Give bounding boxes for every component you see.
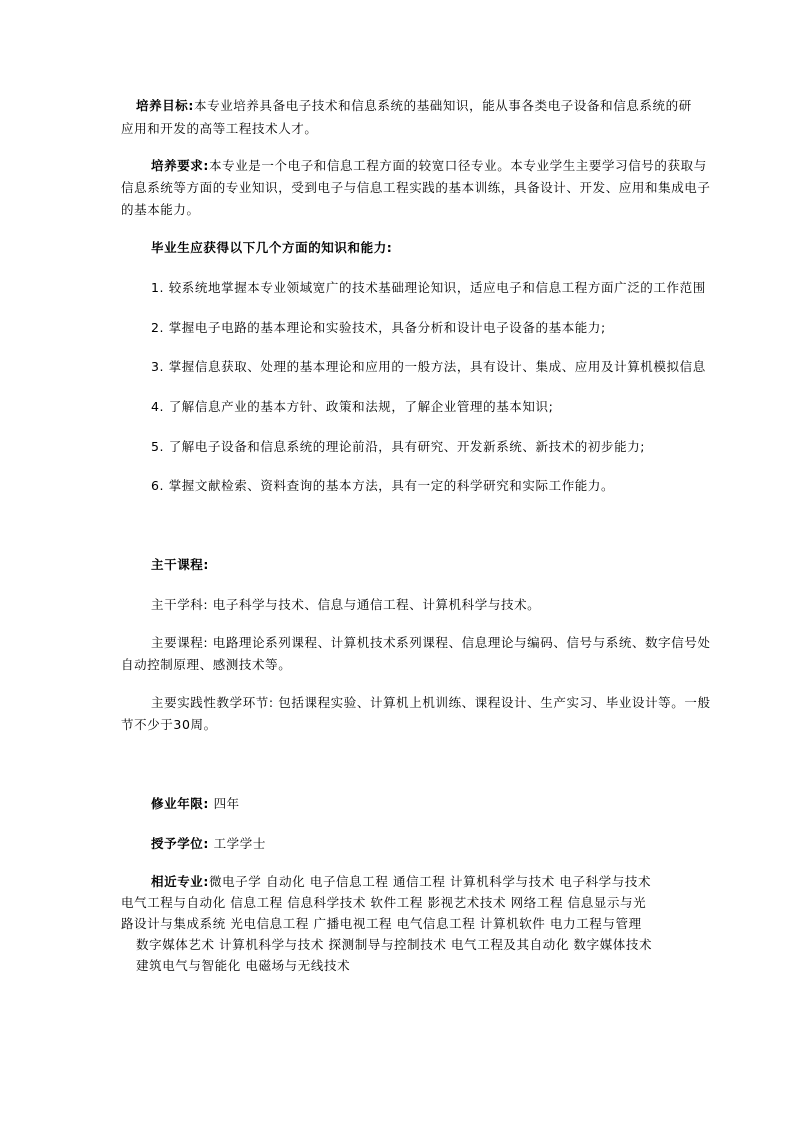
requirements-label: 培养要求: — [151, 158, 209, 173]
objectives-line-1 — [136, 97, 692, 115]
related-text-5: 建筑电气与智能化 电磁场与无线技术 — [136, 958, 351, 973]
degree-line — [151, 835, 266, 853]
courses-main-2: 自动控制原理、感测技术等。 — [121, 657, 292, 672]
requirements-text-1: 本专业是一个电子和信息工程方面的较宽口径专业。本专业学生主要学习信号的获取与 — [209, 158, 707, 173]
courses-heading: 主干课程: — [151, 557, 209, 572]
related-text-3: 路设计与集成系统 光电信息工程 广播电视工程 电气信息工程 计算机软件 电力工程与管理 — [121, 916, 642, 931]
related-text-2: 电气工程与自动化 信息工程 信息科学技术 软件工程 影视艺术技术 网络工程 信息显示与光 — [121, 895, 647, 910]
related-label: 相近专业: — [151, 874, 209, 889]
duration-value: 四年 — [213, 796, 240, 811]
duration-line — [151, 795, 240, 813]
courses-main-1: 主要课程: 电路理论系列课程、计算机技术系列课程、信息理论与编码、信号与系统、数字信号处 — [151, 635, 711, 650]
graduates-heading: 毕业生应获得以下几个方面的知识和能力: — [151, 240, 393, 255]
objectives-text-2: 应用和开发的高等工程技术人才。 — [121, 121, 318, 136]
graduates-item-5: 5. 了解电子设备和信息系统的理论前沿，具有研究、开发新系统、新技术的初步能力; — [151, 439, 646, 454]
graduates-item-3: 3. 掌握信息获取、处理的基本理论和应用的一般方法，具有设计、集成、应用及计算机模拟信息 — [151, 359, 706, 374]
graduates-item-6: 6. 掌握文献检索、资料查询的基本方法，具有一定的科学研究和实际工作能力。 — [151, 478, 615, 493]
objectives-label: 培养目标: — [136, 98, 194, 113]
related-text-1: 微电子学 自动化 电子信息工程 通信工程 计算机科学与技术 电子科学与技术 — [209, 874, 652, 889]
courses-practice-1: 主要实践性教学环节: 包括课程实验、计算机上机训练、课程设计、生产实习、毕业设计等。一般 — [151, 695, 711, 710]
graduates-item-4: 4. 了解信息产业的基本方针、政策和法规，了解企业管理的基本知识; — [151, 399, 554, 414]
related-line-1 — [151, 873, 651, 891]
courses-disciplines: 主干学科: 电子科学与技术、信息与通信工程、计算机科学与技术。 — [151, 597, 541, 612]
graduates-item-1: 1. 较系统地掌握本专业领域宽广的技术基础理论知识，适应电子和信息工程方面广泛的工作范围 — [151, 280, 706, 295]
graduates-item-2: 2. 掌握电子电路的基本理论和实验技术，具备分析和设计电子设备的基本能力; — [151, 320, 606, 335]
duration-label: 修业年限: — [151, 796, 209, 811]
objectives-text-1: 本专业培养具备电子技术和信息系统的基础知识，能从事各类电子设备和信息系统的研 — [194, 98, 692, 113]
degree-value: 工学学士 — [213, 836, 266, 851]
courses-practice-2: 节不少于30周。 — [121, 717, 217, 732]
requirements-line-1 — [151, 157, 707, 175]
degree-label: 授予学位: — [151, 836, 209, 851]
requirements-text-2: 信息系统等方面的专业知识，受到电子与信息工程实践的基本训练，具备设计、开发、应用和集成电子 — [121, 180, 711, 195]
requirements-text-3: 的基本能力。 — [121, 202, 200, 217]
related-text-4: 数字媒体艺术 计算机科学与技术 探测制导与控制技术 电气工程及其自动化 数字媒体技术 — [136, 937, 653, 952]
